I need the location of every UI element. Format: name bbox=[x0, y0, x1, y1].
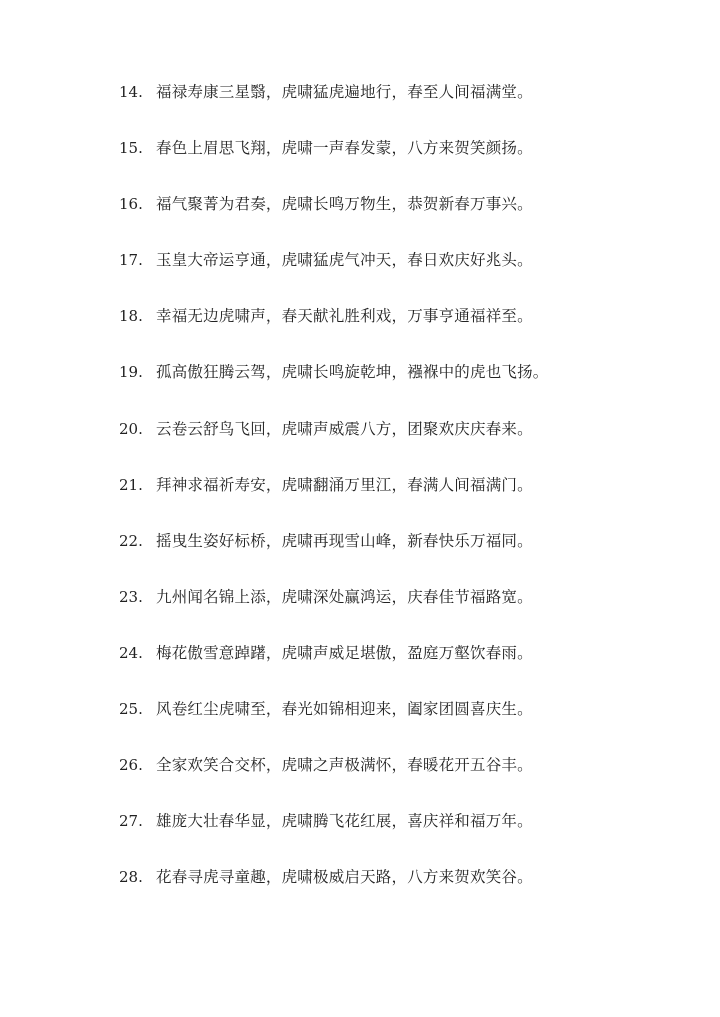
list-item bbox=[0, 250, 720, 306]
list-item bbox=[0, 587, 720, 643]
list-item bbox=[0, 82, 720, 138]
item-number: 20. bbox=[119, 419, 143, 438]
list-item bbox=[0, 867, 720, 923]
item-number: 26. bbox=[119, 756, 143, 775]
list-item bbox=[0, 306, 720, 362]
list-item bbox=[0, 755, 720, 811]
item-number: 22. bbox=[119, 531, 143, 550]
item-number: 16. bbox=[119, 195, 143, 214]
item-number: 21. bbox=[119, 475, 143, 494]
list-item bbox=[0, 362, 720, 418]
list-item bbox=[0, 643, 720, 699]
item-text: 玉皇大帝运亨通，虎啸猛虎气冲天，春日欢庆好兆头。 bbox=[156, 251, 533, 270]
list-item bbox=[0, 531, 720, 587]
item-text: 幸福无边虎啸声，春天献礼胜利戏，万事亨通福祥至。 bbox=[156, 307, 533, 326]
item-text: 拜神求福祈寿安，虎啸翻涌万里江，春满人间福满门。 bbox=[156, 475, 533, 494]
item-number: 24. bbox=[119, 643, 143, 662]
item-text: 雄庞大壮春华显，虎啸腾飞花红展，喜庆祥和福万年。 bbox=[156, 812, 533, 831]
list-item bbox=[0, 419, 720, 475]
item-text: 福气聚菁为君奏，虎啸长鸣万物生，恭贺新春万事兴。 bbox=[156, 195, 533, 214]
item-text: 花春寻虎寻童趣，虎啸极威启天路，八方来贺欢笑谷。 bbox=[156, 868, 533, 887]
item-text: 福禄寿康三星翳，虎啸猛虎遍地行，春至人间福满堂。 bbox=[156, 83, 533, 101]
item-text: 孤高傲狂腾云驾，虎啸长鸣旋乾坤，襁褓中的虎也飞扬。 bbox=[156, 363, 549, 382]
item-text: 梅花傲雪意踔躇，虎啸声威足堪傲，盈庭万壑饮春雨。 bbox=[156, 643, 533, 662]
item-number: 25. bbox=[119, 700, 143, 719]
list-item bbox=[0, 194, 720, 250]
item-number: 15. bbox=[119, 139, 143, 158]
list-item bbox=[0, 138, 720, 194]
item-number: 17. bbox=[119, 251, 143, 270]
list-item bbox=[0, 811, 720, 867]
numbered-list bbox=[0, 82, 720, 923]
item-text: 全家欢笑合交杯，虎啸之声极满怀，春暖花开五谷丰。 bbox=[156, 756, 533, 775]
item-text: 春色上眉思飞翔，虎啸一声春发蒙，八方来贺笑颜扬。 bbox=[156, 139, 533, 158]
item-number: 18. bbox=[119, 307, 143, 326]
item-text: 风卷红尘虎啸至，春光如锦相迎来，阖家团圆喜庆生。 bbox=[156, 700, 533, 719]
item-text: 九州闻名锦上添，虎啸深处赢鸿运，庆春佳节福路宽。 bbox=[156, 587, 533, 606]
item-number: 19. bbox=[119, 363, 143, 382]
item-text: 云卷云舒鸟飞回，虎啸声威震八方，团聚欢庆庆春来。 bbox=[156, 419, 533, 438]
list-item bbox=[0, 699, 720, 755]
item-number: 23. bbox=[119, 587, 143, 606]
list-item bbox=[0, 475, 720, 531]
item-text: 摇曳生姿好标桥，虎啸再现雪山峰，新春快乐万福同。 bbox=[156, 531, 533, 550]
item-number: 14. bbox=[119, 83, 143, 101]
item-number: 27. bbox=[119, 812, 143, 831]
item-number: 28. bbox=[119, 868, 143, 887]
